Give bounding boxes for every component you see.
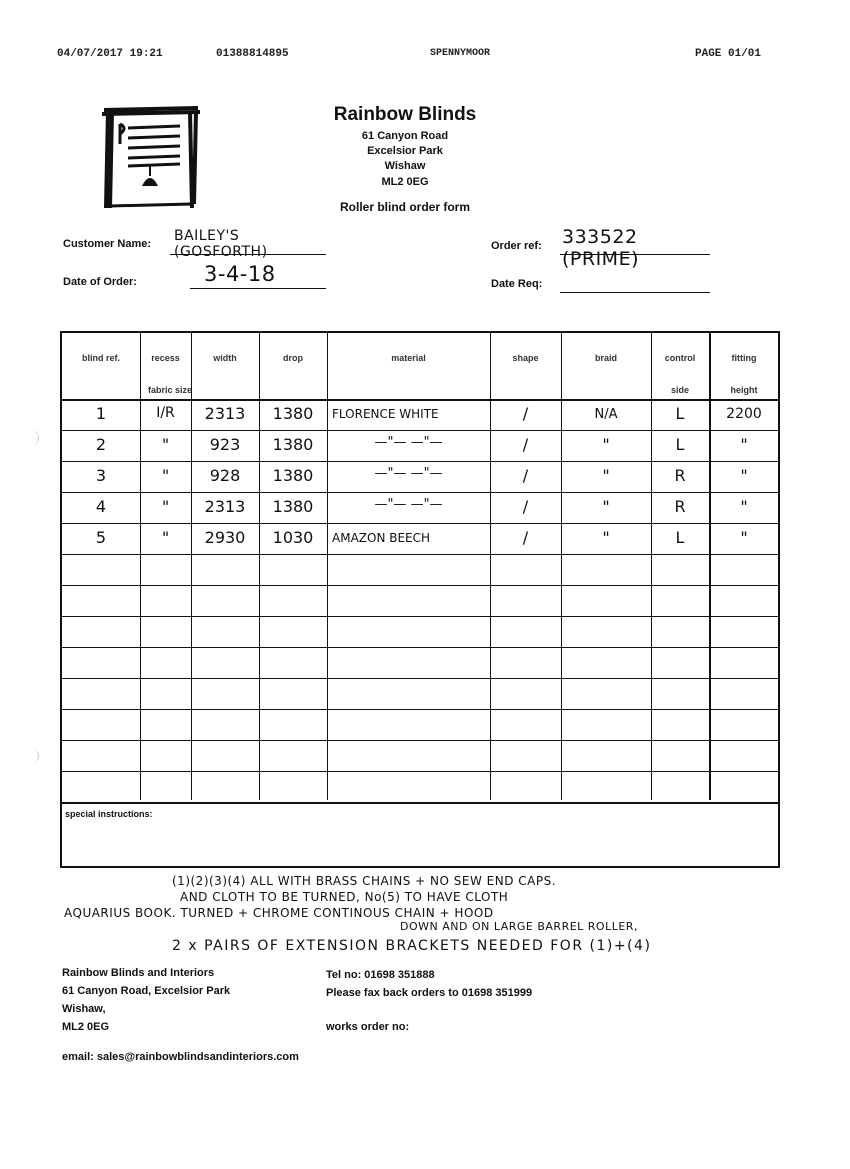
cell-control: R [674, 497, 686, 516]
header-fabric-size: fabric size [147, 385, 193, 395]
customer-name-field[interactable] [170, 222, 326, 260]
cell-shape: / [522, 404, 529, 423]
footer-email: email: sales@rainbowblindsandinteriors.com [62, 1051, 299, 1063]
company-address-line: ML2 0EG [381, 176, 429, 188]
fax-page: PAGE 01/01 [695, 48, 762, 60]
date-of-order-field[interactable] [190, 260, 326, 289]
header-braid: braid [594, 353, 617, 363]
cell-shape: / [522, 466, 529, 485]
row-divider [62, 802, 778, 804]
row-divider [62, 523, 778, 524]
footer-address-line: ML2 0EG [62, 1021, 110, 1033]
cell-fitting-height: " [740, 466, 748, 485]
special-instructions-label: special instructions: [65, 809, 153, 819]
binder-hole-mark [22, 748, 39, 764]
cell-braid: N/A [594, 407, 618, 422]
date-of-order-value: 3-4-18 [204, 262, 276, 286]
works-order-label: works order no: [326, 1021, 410, 1033]
header-side: side [670, 385, 689, 395]
company-logo-icon [98, 104, 206, 212]
header-recess: recess [151, 353, 180, 363]
column-divider [140, 333, 141, 800]
cell-fitting-height: " [740, 528, 748, 547]
cell-width: 2313 [204, 497, 246, 516]
cell-shape: / [522, 528, 529, 547]
cell-recess: I/R [156, 405, 175, 421]
special-instructions-line: 2 x PAIRS OF EXTENSION BRACKETS NEEDED FOR (1)+(4) [172, 938, 652, 954]
header-height: height [730, 385, 758, 395]
cell-braid: " [602, 528, 610, 547]
cell-blind-ref: 4 [95, 497, 107, 516]
footer-address-line: Rainbow Blinds and Interiors [62, 967, 215, 979]
footer-address-line: Wishaw, [62, 1003, 106, 1015]
row-divider [62, 461, 778, 462]
header-fitting: fitting [731, 353, 757, 363]
cell-width: 2930 [204, 528, 246, 547]
cell-fitting-height: 2200 [726, 406, 762, 422]
cell-drop: 1380 [272, 497, 314, 516]
date-required-label: Date Req: [491, 278, 543, 290]
cell-width: 923 [209, 435, 241, 454]
order-ref-value: 333522 (PRIME) [562, 226, 639, 270]
row-divider [62, 492, 778, 493]
cell-control: L [675, 435, 685, 454]
cell-width: 928 [209, 466, 241, 485]
header-control: control [664, 353, 696, 363]
row-divider [62, 554, 778, 555]
header-divider [62, 399, 778, 401]
order-table [60, 331, 780, 868]
special-instructions-line: (1)(2)(3)(4) ALL WITH BRASS CHAINS + NO SEW END CAPS. [172, 874, 557, 888]
special-instructions-line: AQUARIUS BOOK. TURNED + CHROME CONTINOUS CHAIN + HOOD [64, 906, 494, 920]
special-instructions-line: DOWN AND ON LARGE BARREL ROLLER, [400, 920, 638, 933]
cell-material: —"— —"— [374, 497, 443, 512]
row-divider [62, 771, 778, 772]
binder-hole-mark [22, 430, 39, 446]
row-divider [62, 678, 778, 679]
column-divider [561, 333, 562, 800]
order-ref-field[interactable] [560, 222, 710, 270]
cell-braid: " [602, 435, 610, 454]
date-required-field[interactable] [560, 274, 710, 293]
order-ref-label: Order ref: [491, 240, 542, 252]
cell-blind-ref: 2 [95, 435, 107, 454]
cell-fitting-height: " [740, 435, 748, 454]
row-divider [62, 430, 778, 431]
cell-drop: 1380 [272, 435, 314, 454]
cell-shape: / [522, 435, 529, 454]
row-divider [62, 740, 778, 741]
cell-shape: / [522, 497, 529, 516]
footer-fax-back: Please fax back orders to 01698 351999 [326, 987, 533, 999]
row-divider [62, 616, 778, 617]
company-name: Rainbow Blinds [333, 104, 477, 125]
cell-fitting-height: " [740, 497, 748, 516]
header-blind-ref: blind ref. [82, 353, 120, 363]
cell-control: L [675, 404, 685, 423]
date-of-order-label: Date of Order: [63, 276, 137, 288]
header-material: material [391, 353, 426, 363]
cell-blind-ref: 3 [95, 466, 107, 485]
cell-braid: " [602, 466, 610, 485]
customer-name-label: Customer Name: [63, 238, 152, 250]
fax-datetime: 04/07/2017 19:21 [57, 48, 163, 60]
cell-recess: " [161, 528, 170, 547]
cell-drop: 1380 [272, 466, 314, 485]
cell-material: —"— —"— [374, 466, 443, 481]
cell-material: AMAZON BEECH [332, 531, 431, 545]
cell-control: R [674, 466, 686, 485]
cell-braid: " [602, 497, 610, 516]
fax-number: 01388814895 [216, 48, 289, 60]
cell-drop: 1380 [272, 404, 314, 423]
company-address-line: 61 Canyon Road [361, 130, 449, 142]
cell-material: FLORENCE WHITE [332, 407, 439, 421]
header-width: width [213, 353, 237, 363]
footer-address-line: 61 Canyon Road, Excelsior Park [62, 985, 231, 997]
company-address-line: Wishaw [384, 160, 426, 172]
fax-location: SPENNYMOOR [430, 48, 491, 59]
row-divider [62, 647, 778, 648]
cell-width: 2313 [204, 404, 246, 423]
company-address-line: Excelsior Park [367, 145, 443, 157]
row-divider [62, 709, 778, 710]
row-divider [62, 585, 778, 586]
cell-drop: 1030 [272, 528, 314, 547]
cell-recess: " [161, 466, 170, 485]
special-instructions-line: AND CLOTH TO BE TURNED, No(5) TO HAVE CLOTH [180, 890, 509, 904]
cell-blind-ref: 5 [95, 528, 107, 547]
header-drop: drop [283, 353, 303, 363]
cell-recess: " [161, 435, 170, 454]
cell-control: L [675, 528, 685, 547]
cell-blind-ref: 1 [95, 404, 107, 423]
footer-address [62, 964, 230, 1036]
form-title: Roller blind order form [339, 200, 470, 214]
column-divider [709, 333, 711, 800]
customer-name-value: BAILEY'S (GOSFORTH) [174, 228, 268, 260]
column-divider [327, 333, 328, 800]
header-shape: shape [512, 353, 539, 363]
cell-recess: " [161, 497, 170, 516]
cell-material: —"— —"— [374, 435, 443, 450]
footer-telephone: Tel no: 01698 351888 [326, 969, 435, 981]
